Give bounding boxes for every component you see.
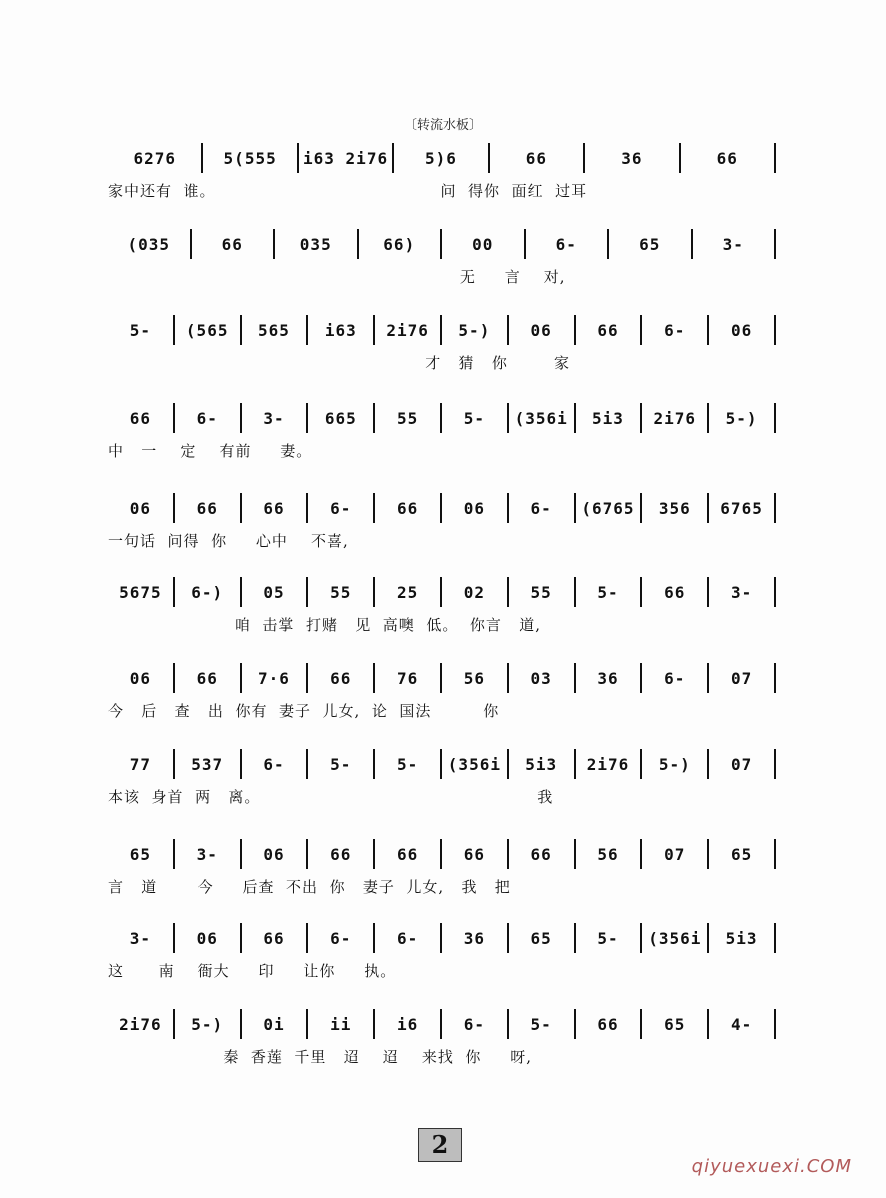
measure: 66 <box>263 498 285 518</box>
score-line <box>108 490 776 560</box>
measure: 36 <box>597 668 619 688</box>
measure: 3- <box>263 408 285 428</box>
measure: 6- <box>330 928 352 948</box>
measure: 6765 <box>720 498 763 518</box>
measure: 66 <box>597 320 619 340</box>
measure: 66 <box>597 1014 619 1034</box>
lyrics-line: 咱 击掌 打赌 见 高噢 低。 你言 道, <box>108 616 541 634</box>
measure: (356i <box>648 928 702 948</box>
notation-staff <box>108 400 776 436</box>
measure: 0i <box>263 1014 285 1034</box>
measure: i63 2i76 <box>303 148 389 168</box>
measure: 25 <box>396 582 419 602</box>
watermark: qiyuexuexi.COM <box>691 1156 852 1177</box>
measure: 6- <box>330 498 352 518</box>
lyrics-line: 这 南 衙大 印 让你 执。 <box>108 962 397 980</box>
barline <box>774 493 776 523</box>
measure: 06 <box>196 928 218 948</box>
measure: 66 <box>330 844 352 864</box>
lyrics-line: 中 一 定 有前 妻。 <box>108 442 313 460</box>
measure: 5- <box>530 1014 552 1034</box>
measure: 07 <box>664 844 686 864</box>
measure: 02 <box>463 582 486 602</box>
measure: 665 <box>324 408 357 428</box>
measure: 65 <box>664 1014 686 1034</box>
score-line <box>108 226 776 296</box>
measure: 3- <box>722 234 744 254</box>
measure: 76 <box>396 668 419 688</box>
measure: 5- <box>597 928 619 948</box>
measure: 2i76 <box>653 408 697 428</box>
measure: 6-) <box>191 582 224 602</box>
measure: 6- <box>555 234 577 254</box>
measure: i6 <box>396 1014 419 1034</box>
measure: (6765 <box>581 498 635 518</box>
measure: 66 <box>463 844 486 864</box>
measure: (565 <box>185 320 229 340</box>
measure: (035 <box>127 234 171 254</box>
measure: 00 <box>472 234 494 254</box>
measure: 77 <box>129 754 152 774</box>
notation-staff <box>108 226 776 262</box>
measure: 7·6 <box>258 668 290 688</box>
measure: 5-) <box>191 1014 224 1034</box>
lyrics-line: 秦 香莲 千里 迢 迢 来找 你 呀, <box>108 1048 533 1066</box>
measure: 05 <box>263 582 285 602</box>
measure: 2i76 <box>586 754 630 774</box>
measure: 66 <box>525 148 548 168</box>
measure: 5-) <box>658 754 691 774</box>
measure: 07 <box>730 668 753 688</box>
measure: 5- <box>597 582 619 602</box>
measure: 66 <box>221 234 243 254</box>
lyrics-line: 才 猜 你 家 <box>108 354 570 372</box>
measure: 6- <box>263 754 285 774</box>
measure: 66 <box>530 844 552 864</box>
measure: 5- <box>463 408 486 428</box>
measure: 65 <box>730 844 753 864</box>
notation-staff <box>108 574 776 610</box>
score-line <box>108 140 776 210</box>
measure: 06 <box>129 668 152 688</box>
score-line <box>108 400 776 470</box>
measure: 6- <box>463 1014 486 1034</box>
measure: 55 <box>530 582 552 602</box>
measure: 66 <box>396 498 419 518</box>
lyrics-line: 无 言 对, <box>108 268 566 286</box>
measure: 3- <box>196 844 218 864</box>
measure: 5-) <box>725 408 758 428</box>
measure: 66) <box>383 234 416 254</box>
notation-staff <box>108 746 776 782</box>
measure: 6- <box>530 498 552 518</box>
measure: 5-) <box>458 320 491 340</box>
measure: 2i76 <box>386 320 429 340</box>
measure: 035 <box>299 234 332 254</box>
notation-staff <box>108 490 776 526</box>
measure: 06 <box>730 320 753 340</box>
measure: (356i <box>514 408 568 428</box>
measure: 65 <box>639 234 661 254</box>
measure: 565 <box>258 320 290 340</box>
score-line <box>108 660 776 730</box>
score-line <box>108 1006 776 1076</box>
barline <box>774 839 776 869</box>
measure: 06 <box>530 320 552 340</box>
notation-staff <box>108 1006 776 1042</box>
measure: 03 <box>530 668 552 688</box>
measure: 6- <box>664 320 686 340</box>
measure: 6- <box>396 928 419 948</box>
measure: 6276 <box>133 148 176 168</box>
measure: 5)6 <box>425 148 457 168</box>
barline <box>774 663 776 693</box>
measure: 66 <box>330 668 352 688</box>
measure: 6- <box>664 668 686 688</box>
barline <box>774 403 776 433</box>
measure: 3- <box>129 928 152 948</box>
barline <box>774 577 776 607</box>
notation-staff <box>108 920 776 956</box>
barline <box>774 749 776 779</box>
measure: 5675 <box>119 582 162 602</box>
measure: 06 <box>463 498 486 518</box>
measure: 66 <box>196 498 218 518</box>
measure: 36 <box>621 148 643 168</box>
barline <box>774 1009 776 1039</box>
barline <box>774 315 776 345</box>
measure: 2i76 <box>119 1014 162 1034</box>
measure: 65 <box>530 928 552 948</box>
measure: (356i <box>447 754 501 774</box>
measure: 5i3 <box>592 408 624 428</box>
measure: 65 <box>129 844 152 864</box>
measure: 66 <box>129 408 152 428</box>
measure: 66 <box>196 668 218 688</box>
measure: 56 <box>597 844 619 864</box>
measure: 3- <box>730 582 753 602</box>
measure: 5- <box>396 754 419 774</box>
measure: 4- <box>730 1014 753 1034</box>
score-line <box>108 312 776 382</box>
score-line <box>108 836 776 906</box>
measure: 5i3 <box>525 754 558 774</box>
measure: ii <box>330 1014 352 1034</box>
measure: 66 <box>664 582 686 602</box>
measure: 06 <box>129 498 152 518</box>
measure: 5- <box>129 320 152 340</box>
notation-staff <box>108 660 776 696</box>
measure: 56 <box>463 668 486 688</box>
measure: 356 <box>658 498 691 518</box>
page-number: 2 <box>418 1128 462 1162</box>
barline <box>774 923 776 953</box>
lyrics-line: 家中还有 谁。 问 得你 面红 过耳 <box>108 182 588 200</box>
measure: 55 <box>330 582 352 602</box>
measure: 5- <box>330 754 352 774</box>
measure: 06 <box>263 844 285 864</box>
score-line <box>108 746 776 816</box>
measure: 66 <box>716 148 738 168</box>
score-line <box>108 574 776 644</box>
barline <box>774 143 776 173</box>
measure: 5i3 <box>725 928 758 948</box>
measure: 55 <box>396 408 419 428</box>
measure: 537 <box>191 754 224 774</box>
notation-staff <box>108 140 776 176</box>
measure: 66 <box>396 844 419 864</box>
lyrics-line: 今 后 查 出 你有 妻子 儿女, 论 国法 你 <box>108 702 500 720</box>
measure: 66 <box>263 928 285 948</box>
measure: 6- <box>196 408 218 428</box>
notation-staff <box>108 312 776 348</box>
lyrics-line: 本该 身首 两 离。 我 <box>108 788 554 806</box>
measure: i63 <box>324 320 357 340</box>
measure: 36 <box>463 928 486 948</box>
tempo-marking: 〔转流水板〕 <box>403 118 482 133</box>
barline <box>774 229 776 259</box>
lyrics-line: 言 道 今 后查 不出 你 妻子 儿女, 我 把 <box>108 878 511 896</box>
lyrics-line: 一句话 问得 你 心中 不喜, <box>108 532 349 550</box>
measure: 5(555 <box>223 148 277 168</box>
notation-staff <box>108 836 776 872</box>
score-line <box>108 920 776 990</box>
measure: 07 <box>730 754 753 774</box>
